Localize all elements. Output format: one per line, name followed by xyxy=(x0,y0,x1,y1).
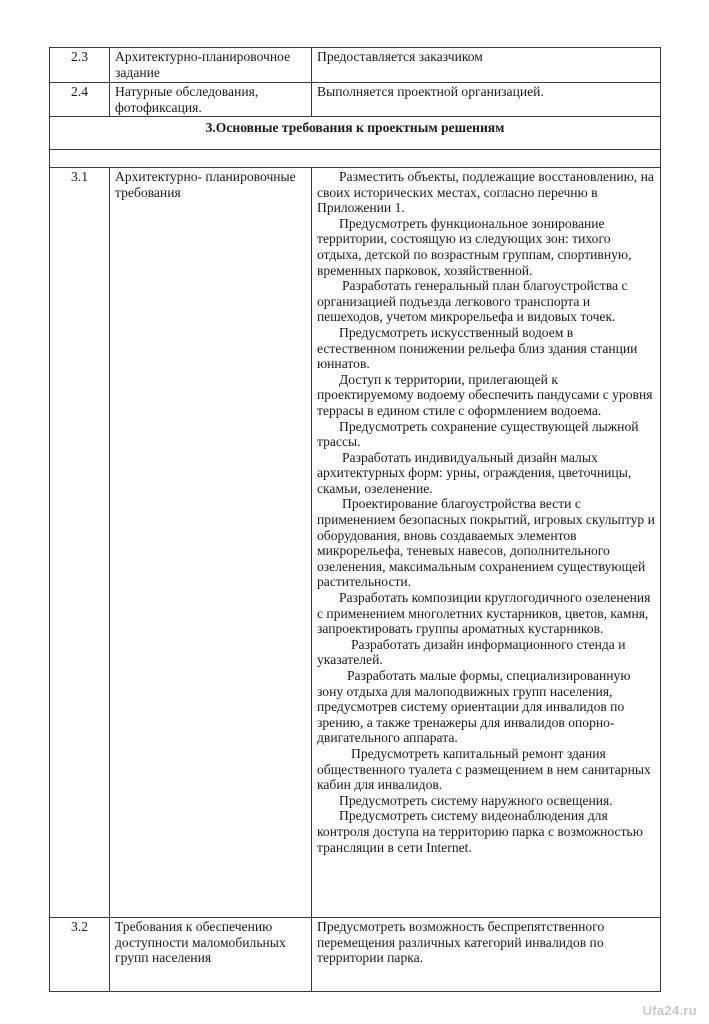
row-value: Выполняется проектной организацией. xyxy=(312,83,661,117)
table-row xyxy=(50,83,661,117)
paragraph: Предусмотреть систему наружного освещения. xyxy=(339,792,613,808)
row-value: Предусмотреть возможность беспрепятственного перемещения различных категорий инвалидов по территории парка. xyxy=(312,918,661,992)
spacer-row xyxy=(50,150,661,168)
paragraph: Разработать композиции круглогодичного озеленения с применением многолетних кустарников, цветов, камня, запроектировать группы ароматных кустарников. xyxy=(317,590,651,637)
paragraph: Разработать дизайн информационного стенда и указателей. xyxy=(317,636,626,668)
table-row xyxy=(50,168,661,918)
paragraph: Предусмотреть систему видеонаблюдения для контроля доступа на территорию парка с возможностью трансляции в сети Internet. xyxy=(317,808,643,855)
row-number: 3.2 xyxy=(50,918,110,992)
requirements-table xyxy=(49,47,661,992)
row-title: Архитектурно-планировочное задание xyxy=(110,48,312,83)
spacer-cell xyxy=(50,150,661,168)
table-row xyxy=(50,48,661,83)
requirements-text xyxy=(312,168,661,918)
row-number: 2.4 xyxy=(50,83,110,117)
row-title: Архитектурно- планировочные требования xyxy=(110,168,312,918)
row-number: 2.3 xyxy=(50,48,110,83)
paragraph: Разработать малые формы, специализированную зону отдыха для малоподвижных групп населения, предусмотрев систему ориентации для инвалидов по зрению, а также тренажеры для инвалидов опорно-двигательного аппарата. xyxy=(317,668,631,746)
section-header-row xyxy=(50,117,661,150)
row-title: Натурные обследования, фотофиксация. xyxy=(110,83,312,117)
paragraph: Разместить объекты, подлежащие восстановлению, на своих исторических местах, согласно перечню в Приложении 1. xyxy=(317,169,654,216)
row-title: Требования к обеспечению доступности маломобильных групп населения xyxy=(110,918,312,992)
paragraph: Разработать индивидуальный дизайн малых архитектурных форм: урны, ограждения, цветочницы, скамьи, озеленение. xyxy=(317,449,632,496)
paragraph: Предусмотреть капитальный ремонт здания общественного туалета с размещением в нем санитарных кабин для инвалидов. xyxy=(317,745,651,793)
table-row xyxy=(50,918,661,992)
paragraph: Проектирование благоустройства вести с применением безопасных покрытий, игровых скульптур и оборудования, вновь создаваемых элементов микрорельефа, теневых навесов, дополнительного озеленения, максимальным сохранением существующей растительности. xyxy=(317,496,655,590)
paragraph: Предусмотреть искусственный водоем в естественном понижении рельефа близ здания станции юннатов. xyxy=(317,324,638,372)
paragraph: Предусмотреть сохранение существующей лыжной трассы. xyxy=(317,418,639,450)
row-number: 3.1 xyxy=(50,168,110,918)
row-value: Предоставляется заказчиком xyxy=(312,48,661,83)
section-title: 3.Основные требования к проектным решениям xyxy=(50,117,661,150)
site-watermark: Ufa24.ru xyxy=(642,1003,697,1018)
paragraph: Разработать генеральный план благоустройства с организацией подъезда легкового транспорта и пешеходов, учетом микрорельефа и видовых точек. xyxy=(317,278,628,325)
paragraph: Доступ к территории, прилегающей к проектируемому водоему обеспечить пандусами с уровня террасы в едином стиле с оформлением водоема. xyxy=(317,371,653,418)
paragraph: Предусмотреть функциональное зонирование территории, состоящую из следующих зон: тихого отдыха, детской по возрастным группам, спортивную, временных парковок, хозяйственной. xyxy=(317,215,632,278)
